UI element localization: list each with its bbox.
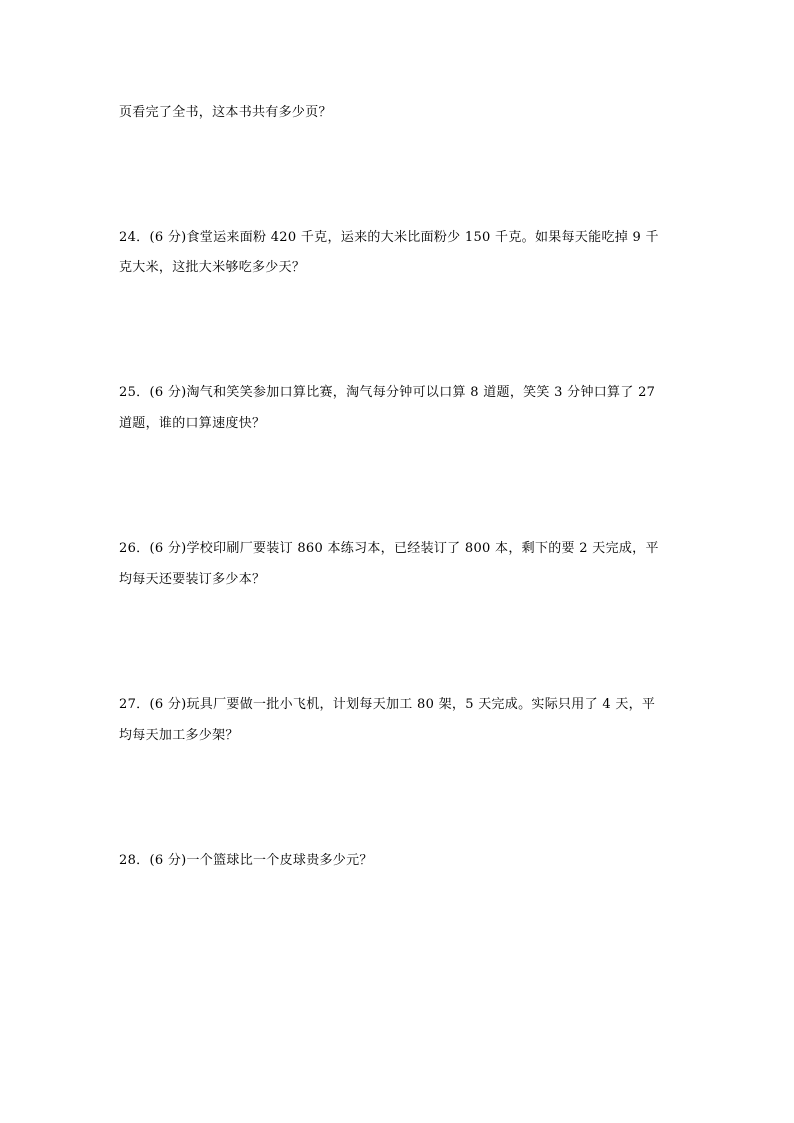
question-25-line-2: 道题，谁的口算速度快？ xyxy=(119,416,266,431)
question-27-line-2: 均每天加工多少架？ xyxy=(119,728,239,743)
question-25-line-1: 25．(6 分)淘气和笑笑参加口算比赛，淘气每分钟可以口算 8 道题，笑笑 3 分钟口算了 27 xyxy=(119,385,656,400)
question-23-continuation: 页看完了全书，这本书共有多少页？ xyxy=(119,105,332,120)
question-27-line-1: 27．(6 分)玩具厂要做一批小飞机，计划每天加工 80 架，5 天完成。实际只用了 4 天，平 xyxy=(119,697,656,712)
question-28-line-1: 28．(6 分)一个篮球比一个皮球贵多少元？ xyxy=(119,853,373,868)
question-26-line-2: 均每天还要装订多少本？ xyxy=(119,572,266,587)
question-26-line-1: 26．(6 分)学校印刷厂要装订 860 本练习本，已经装订了 800 本，剩下的要 2 天完成，平 xyxy=(119,541,659,556)
question-24-line-2: 克大米，这批大米够吃多少天？ xyxy=(119,260,306,275)
question-24-line-1: 24．(6 分)食堂运来面粉 420 千克，运来的大米比面粉少 150 千克。如果每天能吃掉 9 千 xyxy=(119,230,659,245)
